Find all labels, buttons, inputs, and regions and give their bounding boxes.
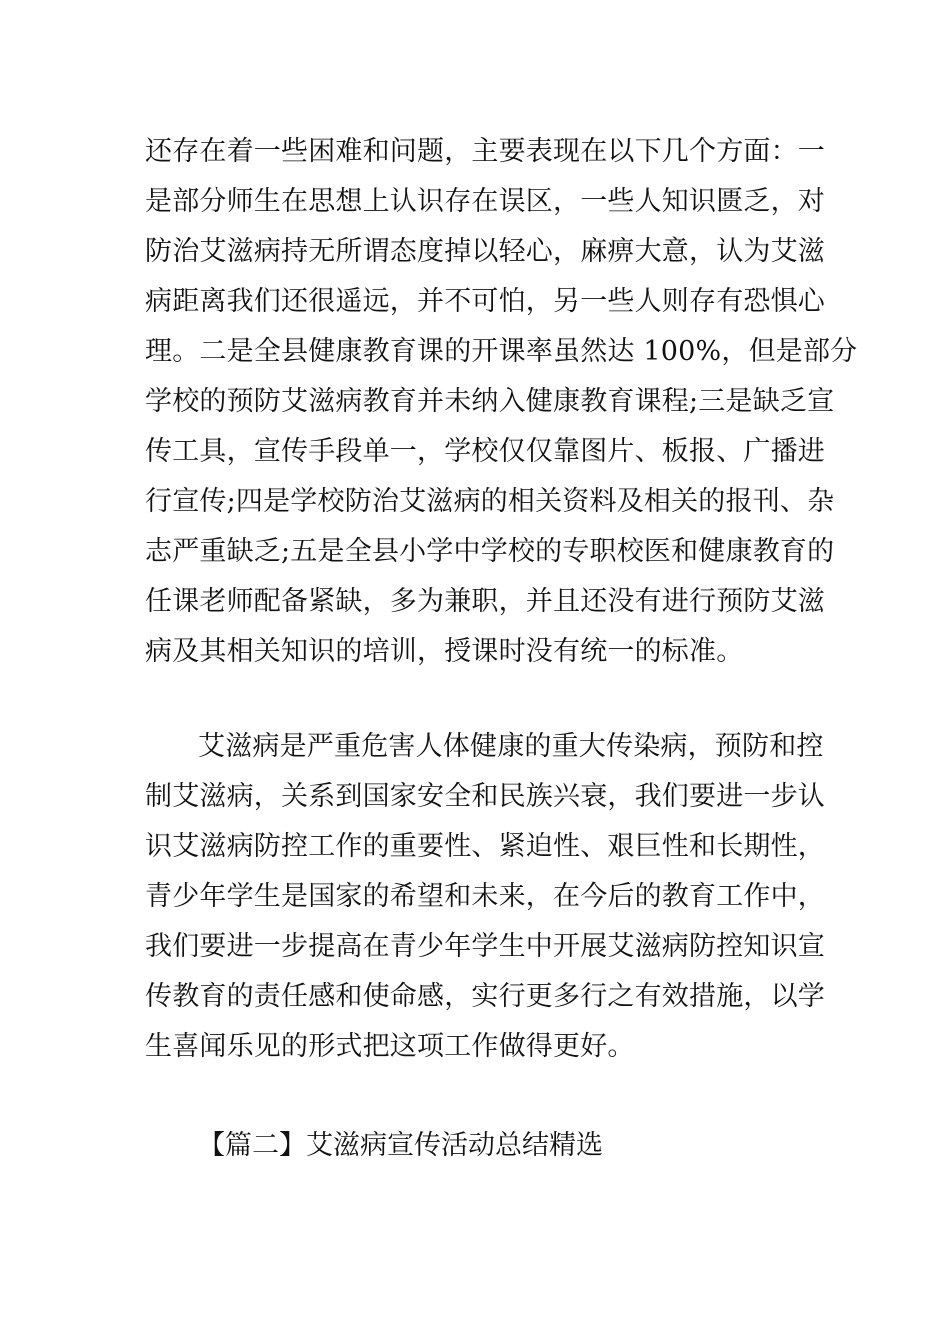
text-line: 艾滋病是严重危害人体健康的重大传染病，预防和控 [198, 731, 824, 762]
text-line: 还存在着一些困难和问题，主要表现在以下几个方面：一 [145, 136, 825, 167]
text-line: 传工具，宣传手段单一，学校仅仅靠图片、板报、广播进 [145, 436, 825, 467]
text-line: 学校的预防艾滋病教育并未纳入健康教育课程;三是缺乏宣 [145, 386, 835, 417]
text-line: 任课老师配备紧缺，多为兼职，并且还没有进行预防艾滋 [145, 586, 825, 617]
text-line: 是部分师生在思想上认识存在误区，一些人知识匮乏，对 [145, 186, 825, 217]
text-line: 生喜闻乐见的形式把这项工作做得更好。 [145, 1031, 635, 1062]
text-line: 制艾滋病，关系到国家安全和民族兴衰，我们要进一步认 [145, 781, 825, 812]
text-line: 病距离我们还很遥远，并不可怕，另一些人则存有恐惧心 [145, 286, 825, 317]
text-line: 识艾滋病防控工作的重要性、紧迫性、艰巨性和长期性， [145, 831, 825, 862]
text-line: 我们要进一步提高在青少年学生中开展艾滋病防控知识宣 [145, 931, 825, 962]
text-line: 病及其相关知识的培训，授课时没有统一的标准。 [145, 636, 744, 667]
text-line: 防治艾滋病持无所谓态度掉以轻心，麻痹大意，认为艾滋 [145, 236, 825, 267]
text-line: 理。二是全县健康教育课的开课率虽然达 100%，但是部分 [145, 336, 858, 367]
text-line: 青少年学生是国家的希望和未来，在今后的教育工作中， [145, 881, 825, 912]
section-heading: 【篇二】艾滋病宣传活动总结精选 [198, 1130, 603, 1161]
text-line: 志严重缺乏;五是全县小学中学校的专职校医和健康教育的 [145, 536, 835, 567]
text-line: 传教育的责任感和使命感，实行更多行之有效措施，以学 [145, 981, 825, 1012]
text-line: 行宣传;四是学校防治艾滋病的相关资料及相关的报刊、杂 [145, 486, 835, 517]
